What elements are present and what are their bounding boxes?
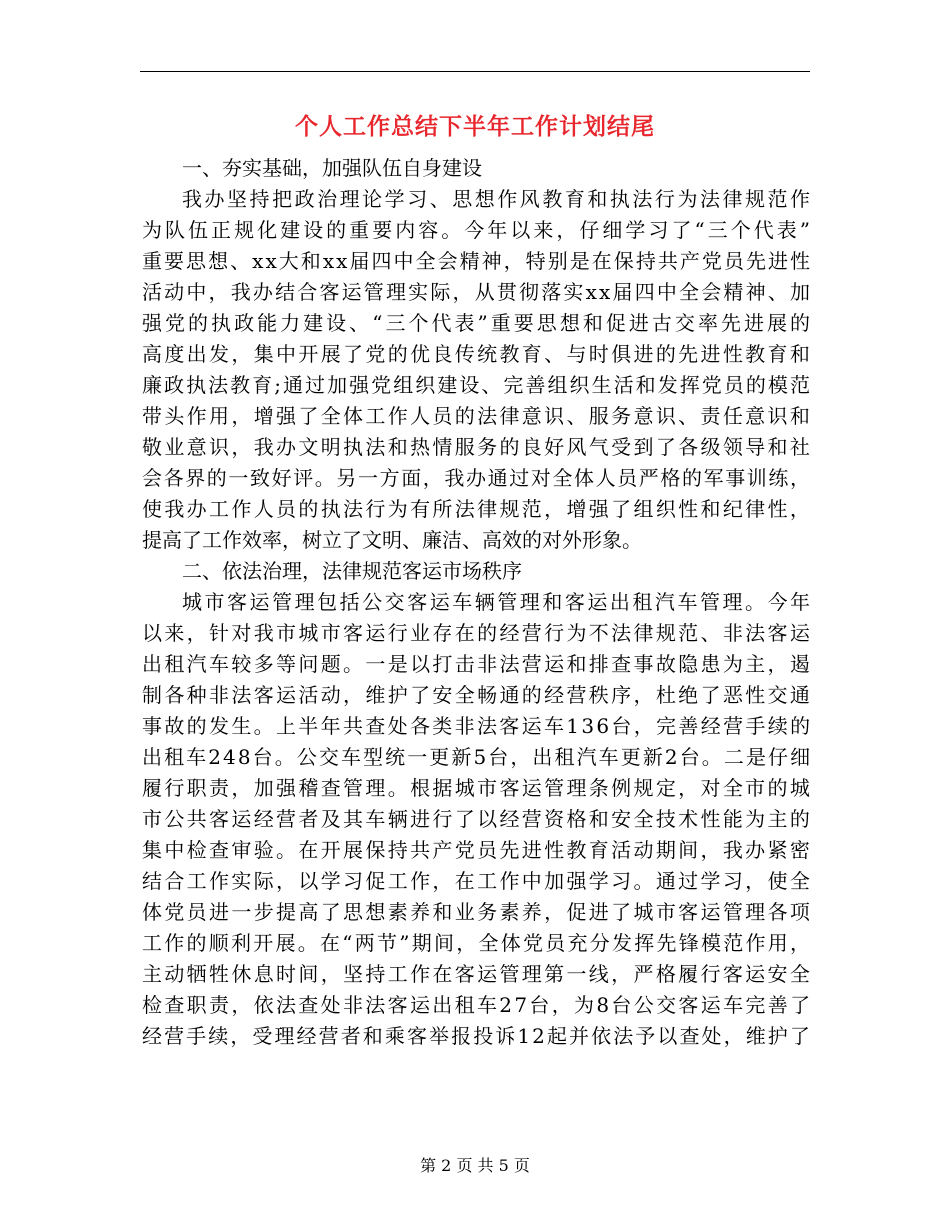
text-line: 出租车248台。公交车型统一更新5台，出租汽车更新2台。二是仔细 bbox=[142, 745, 813, 769]
text-line: 敬业意识，我办文明执法和热情服务的良好风气受到了各级领导和社 bbox=[142, 435, 813, 459]
page-footer: 第 2 页 共 5 页 bbox=[420, 1156, 530, 1175]
text-line: 二、依法治理，法律规范客运市场秩序 bbox=[182, 559, 522, 583]
text-line: 高度出发，集中开展了党的优良传统教育、与时俱进的先进性教育和 bbox=[142, 342, 813, 366]
text-line: 廉政执法教育;通过加强党组织建设、完善组织生活和发挥党员的模范 bbox=[142, 373, 812, 397]
header-rule bbox=[140, 71, 810, 72]
document-title: 个人工作总结下半年工作计划结尾 bbox=[295, 113, 655, 140]
text-line: 体党员进一步提高了思想素养和业务素养，促进了城市客运管理各项 bbox=[142, 900, 813, 924]
text-line: 经营手续，受理经营者和乘客举报投诉12起并依法予以查处，维护了 bbox=[142, 1024, 812, 1048]
text-line: 集中检查审验。在开展保持共产党员先进性教育活动期间，我办紧密 bbox=[142, 838, 813, 862]
text-line: 履行职责，加强稽查管理。根据城市客运管理条例规定，对全市的城 bbox=[142, 776, 813, 800]
text-line: 以来，针对我市城市客运行业存在的经营行为不法律规范、非法客运 bbox=[142, 621, 813, 645]
text-line: 为队伍正规化建设的重要内容。今年以来，仔细学习了“三个代表” bbox=[142, 218, 814, 242]
text-line: 一、夯实基础，加强队伍自身建设 bbox=[182, 156, 482, 180]
text-line: 结合工作实际，以学习促工作，在工作中加强学习。通过学习，使全 bbox=[142, 869, 813, 893]
text-line: 出租汽车较多等问题。一是以打击非法营运和排查事故隐患为主，遏 bbox=[142, 652, 813, 676]
text-line: 我办坚持把政治理论学习、思想作风教育和执法行为法律规范作 bbox=[182, 187, 813, 211]
document-body bbox=[142, 153, 814, 1052]
text-line: 制各种非法客运活动，维护了安全畅通的经营秩序，杜绝了恶性交通 bbox=[142, 683, 813, 707]
text-line: 带头作用，增强了全体工作人员的法律意识、服务意识、责任意识和 bbox=[142, 404, 813, 428]
text-line: 提高了工作效率，树立了文明、廉洁、高效的对外形象。 bbox=[142, 528, 642, 552]
text-line: 市公共客运经营者及其车辆进行了以经营资格和安全技术性能为主的 bbox=[142, 807, 813, 831]
text-line: 主动牺牲休息时间，坚持工作在客运管理第一线，严格履行客运安全 bbox=[142, 962, 813, 986]
text-line: 活动中，我办结合客运管理实际，从贯彻落实xx届四中全会精神、加 bbox=[142, 280, 813, 304]
text-line: 重要思想、xx大和xx届四中全会精神，特别是在保持共产党员先进性 bbox=[142, 249, 813, 273]
text-line: 工作的顺利开展。在“两节”期间，全体党员充分发挥先锋模范作用， bbox=[142, 931, 813, 955]
text-line: 检查职责，依法查处非法客运出租车27台，为8台公交客运车完善了 bbox=[142, 993, 813, 1017]
text-line: 使我办工作人员的执法行为有所法律规范，增强了组织性和纪律性， bbox=[142, 497, 813, 521]
text-line: 事故的发生。上半年共查处各类非法客运车136台，完善经营手续的 bbox=[142, 714, 813, 738]
text-line: 城市客运管理包括公交客运车辆管理和客运出租汽车管理。今年 bbox=[182, 590, 813, 614]
text-line: 强党的执政能力建设、“三个代表”重要思想和促进古交率先进展的 bbox=[142, 311, 814, 335]
text-line: 会各界的一致好评。另一方面，我办通过对全体人员严格的军事训练， bbox=[142, 466, 812, 490]
